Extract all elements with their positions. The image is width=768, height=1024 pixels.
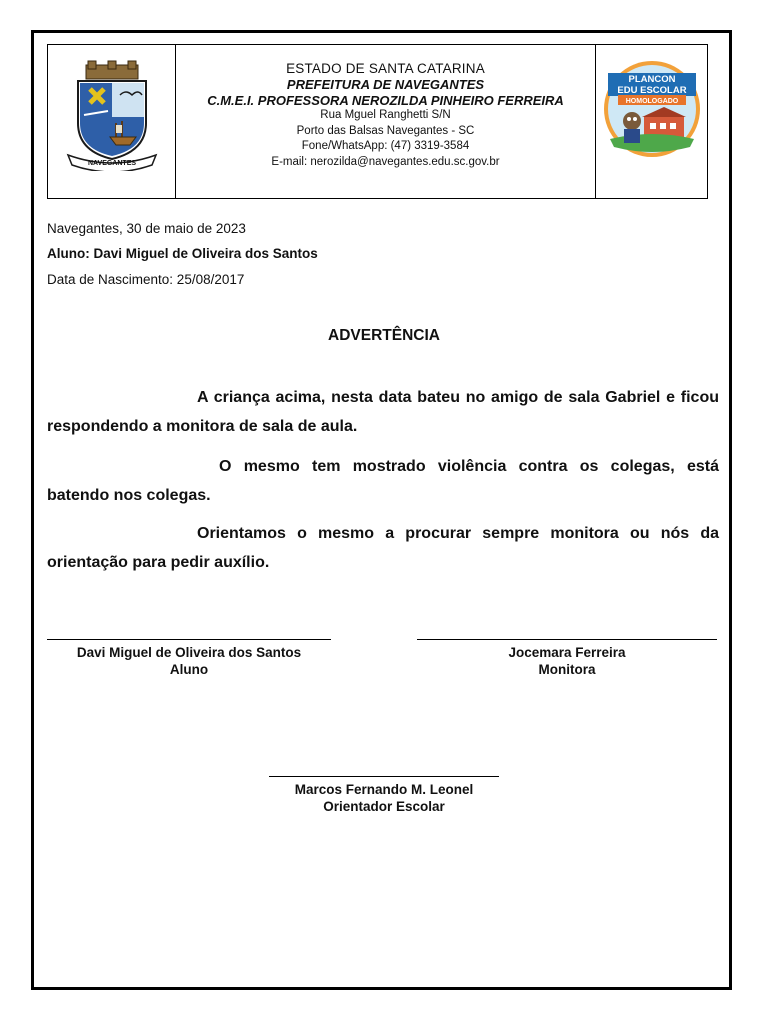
signature-line <box>47 639 331 640</box>
svg-text:PLANCON: PLANCON <box>628 74 676 85</box>
header-state: ESTADO DE SANTA CATARINA <box>286 61 485 76</box>
signature-advisor-name: Marcos Fernando M. Leonel <box>294 782 474 797</box>
birth-date: Data de Nascimento: 25/08/2017 <box>47 272 245 287</box>
header-email-line <box>176 155 595 171</box>
signature-student-name: Davi Miguel de Oliveira dos Santos <box>76 645 302 660</box>
header-email-label: E-mail: <box>271 155 308 168</box>
header-prefeitura: PREFEITURA DE NAVEGANTES <box>286 77 485 92</box>
paragraph-1: A criança acima, nesta data bateu no amigo de sala Gabriel e ficou respondendo a monitora de sala de aula. <box>47 389 719 435</box>
header-school: C.M.E.I. PROFESSORA NEROZILDA PINHEIRO FERREIRA <box>207 92 564 108</box>
letterhead <box>47 44 708 199</box>
plancon-badge-icon <box>602 59 702 159</box>
letterhead-crest-cell <box>48 45 176 198</box>
signature-monitor-name: Jocemara Ferreira <box>508 645 626 660</box>
signature-advisor <box>269 776 499 815</box>
letterhead-text <box>176 45 596 198</box>
letterhead-badge-cell <box>596 45 707 198</box>
svg-text:NAVEGANTES: NAVEGANTES <box>87 160 137 167</box>
signature-monitor <box>417 639 717 678</box>
signature-advisor-role: Orientador Escolar <box>323 799 445 814</box>
svg-text:EDU ESCOLAR: EDU ESCOLAR <box>617 85 687 96</box>
signature-student <box>47 639 331 678</box>
header-district: Porto das Balsas Navegantes - SC <box>296 124 475 137</box>
header-phone: Fone/WhatsApp: (47) 3319-3584 <box>301 140 470 152</box>
city-crest-icon <box>64 59 160 171</box>
header-street: Rua Mguel Ranghetti S/N <box>320 109 451 121</box>
paragraph-3: Orientamos o mesmo a procurar sempre monitora ou nós da orientação para pedir auxílio. <box>47 525 719 571</box>
signature-student-role: Aluno <box>169 662 209 677</box>
signature-line <box>269 776 499 777</box>
svg-text:HOMOLOGADO: HOMOLOGADO <box>625 98 679 105</box>
header-email: nerozilda@navegantes.edu.sc.gov.br <box>310 155 500 168</box>
place-date: Navegantes, 30 de maio de 2023 <box>47 221 246 236</box>
signature-line <box>417 639 717 640</box>
page-title: ADVERTÊNCIA <box>328 327 440 344</box>
signature-monitor-role: Monitora <box>538 662 596 677</box>
student-line: Aluno: Davi Miguel de Oliveira dos Santos <box>47 246 318 261</box>
paragraph-2: O mesmo tem mostrado violência contra os colegas, está batendo nos colegas. <box>47 458 719 504</box>
